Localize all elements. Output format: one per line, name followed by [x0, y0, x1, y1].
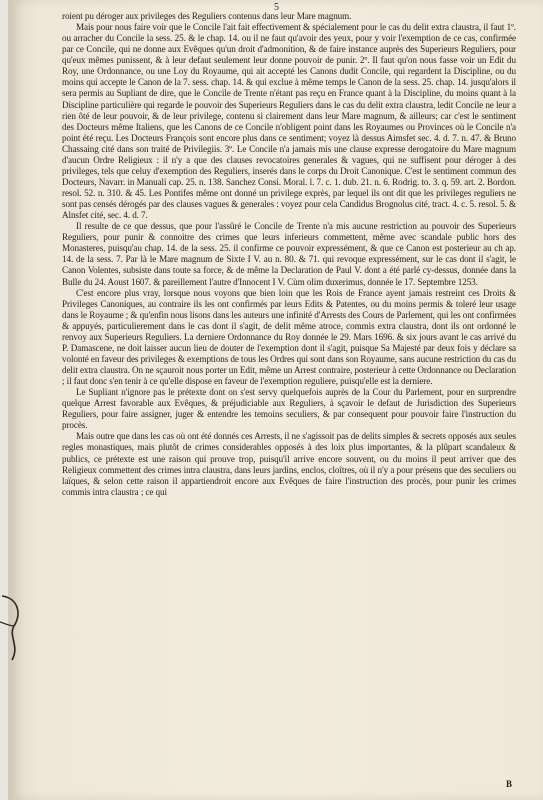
binding-thread-icon — [0, 592, 24, 664]
document-body — [62, 11, 516, 498]
paragraph: Il resulte de ce que dessus, que pour l'assûré le Concile de Trente n'a mis aucune restriction au pouvoir des Superieurs Reguliers, pour punir & connoitre des crimes que leurs inferieurs commettent, même avec scandale public hors des Monasteres, puisqu'au chap. 14. de la sess. 25. il confirme ce pouvoir expressément, & que ce Canon est posterieur au ch ap. 14. de la sess. 7. Par là le Mare magnum de Sixte I V. au n. 80. & 71. qui revoque expressément, sur le cas dont il s'agit, le Canon Volentes, subsiste dans toute sa force, & de même la Declaration de Paul V. dont a été parlé cy-dessus, donnée dans la Bulle du 24. Aoust 1607. & pareillement l'autre d'Innocent I V. Cùm olim duxerimus, donnée le 17. Septembre 1253. — [62, 221, 516, 287]
document-page — [10, 0, 543, 800]
paragraph: roient pu déroger aux privileges des Reguliers contenus dans leur Mare magnum. — [62, 11, 352, 21]
paragraph: Mais pour nous faire voir que le Concile l'ait fait effectivement & spécialement pour le cas du delit extra claustra, il faut 1º. ou arracher du Concile la sess. 25. & le chap. 14. ou il ne faut qu'avoir des yeux, pour y voir l'exemption de ce cas, confirmée par ce Concile, qui ne donne aux Evêques qu'un droit d'admonition, & de faire instance auprès des Superieurs Reguliers, pour qu'eux mêmes punissent, & à leur defaut seulement leur donne pouvoir de punir. 2º. Il faut qu'on nous fasse voir un Edit du Roy, une Ordonnance, ou une Loy du Royaume, qui ait accepté les Canons dudit Concile, qui regardent la Discipline, ou du moins qui accepte le Canon de la 7. sess. chap. 14. & qui exclue à même temps le Canon de la sess. 25. chap. 14. jusqu'alors il sera permis au Supliant de dire, que le Concile de Trente n'étant pas reçu en France quant à la Discipline, du moins quant à la Discipline particulière qui regarde le pouvoir des Superieurs Reguliers dans le cas du delit extra claustra, ledit Concile ne leur a rien ôté de leur pouvoir, & de leur privilege, contenu si clairement dans leur Mare magnum, & ailleurs; car c'est le sentiment des Docteurs même Italiens, que les Canons de ce Concile n'obligent point dans les Royaumes ou Provinces où le Concile n'a point été reçu. Les Docteurs François sont encore plus dans ce sentiment; voyez là dessus Aimsfet sec. 4. d. 7. n. 47. & Bruno Chassaing cité dans son traité de Privilegiis. 3º. Le Concile n'a jamais mis une clause expresse derogatoire du Mare magnum d'aucun Ordre Religieux : il n'y a que des clauses revocatoires generales & vagues, qui ne suffisent pour déroger à des privileges, tels que celuy d'exemption des Reguliers, inserés dans le corps du Droit Canonique. C'est le sentiment commun des Docteurs, Navarr. in Manuali cap. 25. n. 138. Sanchez Consi. Moral. l. 7. c. 1. dub. 21. n. 6. Rodrig. to. 3. q. 59. art. 2. Bordon. resol. 52. n. 310. & 45. Les Pontifes même ont donné un privilege exprès, par lequel ils ont dit que les privileges reguliers ne sont pas censés dérogés par des clauses vagues & generales : voyez pour cela Candidus Brognolus cité, tract. 4. c. 5. resol. 5. & Alnsfet cité, sec. 4. d. 7. — [62, 22, 516, 221]
paragraph: Le Supliant n'ignore pas le prétexte dont on s'est servy quelquefois auprès de la Cour du Parlement, pour en surprendre quelque Arrest favorable aux Evêques, & préjudiciable aux Reguliers, à sçavoir le defaut de Jurisdiction des Superieurs Reguliers, pour faire assigner, juger & entendre les temoins seculiers, & par consequent pour pouvoir faire l'instruction du procès. — [62, 387, 516, 431]
paragraph: Mais outre que dans les cas où ont été donnés ces Arrests, il ne s'agissoit pas de delits simples & secrets opposés aux seules regles monastiques, mais plutôt de crimes considerables opposés à des loix plus importantes, & la plûpart scandaleux & publics, ce prétexte est une raison qui prouve trop, puisqu'il arrive encore souvent, ou du moins il peut arriver que des Religieux commettent des crimes intra claustra, dans leurs jardins, enclos, cloîtres, où il n'y a pour présens que des seculiers ou laïques, & selon cette raison il appartiendroit encore aux Evêques de faire l'instruction des procès, pour punir les crimes commis intra claustra ; ce qui — [62, 431, 516, 497]
page-number: 5 — [274, 2, 279, 13]
paragraph: C'est encore plus vray, lorsque nous voyons que bien loin que les Rois de France ayent jamais restreint ces Droits & Privileges Canoniques, au contraire ils les ont confirmés par leurs Edits & Patentes, ou du moins permis & toleré leur usage dans le Royaume ; & qu'enfin nous lisons dans les auteurs une infinité d'Arrests des Cours de Parlement, qui les ont confirmées & appuyés, particulierement dans le cas dont il s'agit, de delit même atroce, commis extra claustra, dont ils ont ordonné le renvoy aux Superieurs Reguliers. La derniere Ordonnance du Roy donnée le 29. Mars 1696. & six jours avant le cas arrivé du P. Damascene, ne doit laisser aucun lieu de douter de l'exemption dont il s'agit, puisque Sa Majesté par deux fois y déclare sa volonté en faveur des privileges & exemptions de tous les Ordres qui sont dans son Royaume, sans aucune restriction du cas du delit extra claustra. On ne sçauroit nous porter un Edit, même un Arrest contraire, posterieur à cette Ordonnance ou Declaration ; il faut donc s'en tenir à ce qu'elle dispose en faveur de l'exemption reguliere, puisqu'elle est la derniere. — [62, 287, 516, 387]
signature-mark: B — [506, 779, 513, 789]
